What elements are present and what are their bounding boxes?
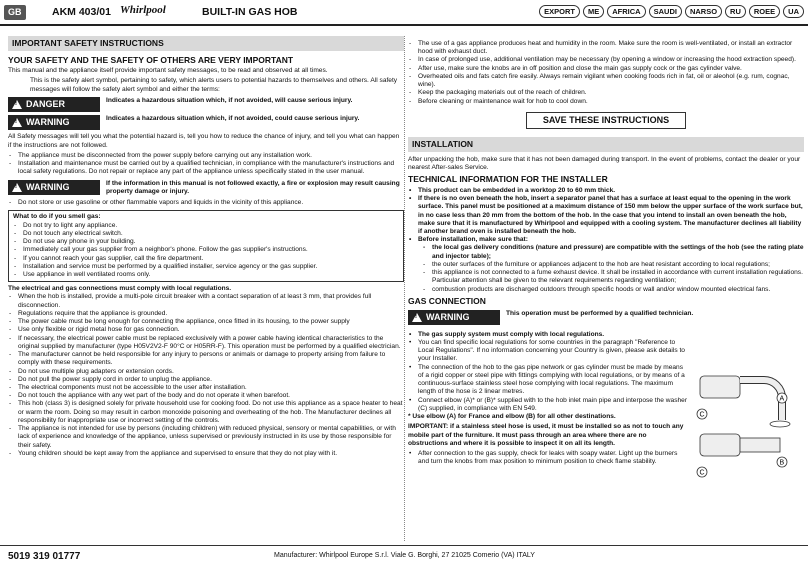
list (8, 152, 404, 177)
list (408, 187, 804, 245)
list-item: - Do not try to light any appliance. (13, 222, 399, 230)
document-code: 5019 319 01777 (8, 551, 81, 562)
list-item: - Do not use any phone in your building. (13, 238, 399, 246)
list-item: • The gas supply system must comply with local regulations. (408, 331, 688, 339)
region-code: NARSO (685, 5, 722, 18)
manufacturer-text: Manufacturer: Whirlpool Europe S.r.l. Viale G. Borghi, 27 21025 Comerio (VA) ITALY (274, 552, 535, 559)
region-codes (539, 5, 804, 18)
elbow-a-inner (740, 380, 782, 420)
list-item: • This product can be embedded in a worktop 20 to 60 mm thick. (408, 187, 804, 195)
region-code: ROEE (749, 5, 780, 18)
elbow-note: * Use elbow (A) for France and elbow (B) for all other destinations. (408, 413, 616, 421)
list (408, 331, 688, 413)
list (8, 199, 404, 207)
gas-smell-box (8, 210, 404, 282)
section-heading: IMPORTANT SAFETY INSTRUCTIONS (8, 36, 404, 51)
diagram-label: C (699, 411, 705, 419)
save-instructions-banner: SAVE THESE INSTRUCTIONS (526, 112, 686, 129)
danger-row (8, 97, 404, 112)
list-item: - the outer surfaces of the furniture or appliances adjacent to the hob are heat resistant according to local regulations; (422, 261, 804, 269)
model-number: AKM 403/01 (52, 6, 111, 18)
list (13, 222, 399, 280)
list-item: - When the hob is installed, provide a multi-pole circuit breaker with a contact separation of at least 3 mm, that provides full disconnection. (8, 293, 404, 309)
elbow-b-shape (740, 438, 780, 452)
list-item: - Do not pull the power supply cord in order to unplug the appliance. (8, 376, 404, 384)
list-item: - combustion products are discharged outdoors through specific hoods or wall and/or window mounted electrical fans. (422, 286, 804, 294)
important-note: IMPORTANT: if a stainless steel hose is used, it must be installed so as not to touch any mobile part of the furniture. It must pass through an area where there are no obstructions and where it is possible to inspect it on all its length. (408, 423, 684, 447)
alert-triangle-icon: ! (12, 100, 22, 109)
list-item: • The connection of the hob to the gas pipe network or gas cylinder must be made by means of a rigid copper or steel pipe with fittings complying with local regulations, or by means of a continuous-surface stainless steel hose complying with local regulations. The maximum length of the hose is 2 linear metres. (408, 364, 688, 397)
list-item: - Do not use multiple plug adapters or extension cords. (8, 368, 404, 376)
list-item: - Keep the packaging materials out of the reach of children. (408, 89, 804, 97)
list-item: • If there is no oven beneath the hob, insert a separator panel that has a surface at least equal to the opening in the work surface. This panel must be positioned at a maximum distance of 150 mm below the upper surface of the work surface but, in no case less than 20 mm from the bottom of the hob. In the case that you intend to install an oven beneath the hob, make sure that it is manufactured by Whirlpool and equipped with a cooling system. The manufacturer declines all liability if another brand oven is installed beneath the hob. (408, 195, 804, 236)
list-item: - Before cleaning or maintenance wait for hob to cool down. (408, 98, 804, 106)
paragraph: After unpacking the hob, make sure that it has not been damaged during transport. In the event of problems, contact the dealer or your nearest After-sales Service. (408, 155, 801, 171)
list-item: • Connect elbow (A)* or (B)* supplied with to the hob inlet main pipe and interpose the washer (C) supplied, in compliance with EN 549. (408, 397, 688, 413)
list-item: • After connection to the gas supply, check for leaks with soapy water. Light up the burners and turn the knobs from max position to minimum position to check flame stability. (408, 450, 688, 466)
pipe-shape (700, 376, 740, 398)
sublist (408, 244, 804, 293)
region-code: ME (583, 5, 604, 18)
warning-text: Indicates a hazardous situation which, if not avoided, could cause serious injury. (106, 115, 360, 123)
list-item: • You can find specific local regulations for some countries in the paragraph "Reference to Local Regulations". If no information concerning your Country is given, please ask details to your Installer. (408, 339, 688, 364)
column-divider (404, 36, 405, 541)
list-item: - In case of prolonged use, additional ventilation may be necessary (by opening a window or increasing the hood extraction speed). (408, 56, 804, 64)
region-code: UA (783, 5, 804, 18)
subheading: GAS CONNECTION (408, 295, 486, 306)
page-footer (0, 545, 808, 562)
safety-symbol-text: This is the safety alert symbol, pertaining to safety, which alerts users to potential hazards to themselves and others. All safety messages will follow the safety alert symbol and either the terms: (30, 77, 398, 93)
list-item: - Immediately call your gas supplier from a neighbor's phone. Follow the gas supplier's instructions. (13, 246, 399, 254)
alert-triangle-icon: ! (12, 183, 22, 192)
warning-row (408, 310, 804, 325)
list-item: - Use appliance in well ventilated rooms only. (13, 271, 399, 279)
list-item: - Overheated oils and fats catch fire easily. Always remain vigilant when cooking foods rich in fat, oil or aleohol (e.g. rum, cognac, wine). (408, 73, 804, 89)
document-title: BUILT-IN GAS HOB (202, 6, 298, 18)
list-item: - The power cable must be long enough for connecting the appliance, once fitted in its housing, to the power supply (8, 318, 404, 326)
list (408, 40, 804, 106)
left-column (8, 36, 404, 458)
warning-badge: ! WARNING (8, 180, 100, 195)
region-code: AFRICA (607, 5, 645, 18)
warning-row (8, 115, 404, 130)
list-item: - Young children should be kept away from the appliance and supervised to ensure that they do not play with it. (8, 450, 404, 458)
warning-badge: ! WARNING (8, 115, 100, 130)
paragraph: All Safety messages will tell you what the potential hazard is, tell you how to reduce the chance of injury, and tell you what can happen if the instructions are not followed. (8, 133, 400, 149)
list (8, 293, 404, 458)
warning-row (8, 180, 404, 196)
page-header (0, 0, 808, 26)
subheading: YOUR SAFETY AND THE SAFETY OF OTHERS ARE VERY IMPORTANT (8, 54, 294, 65)
list-item: - After use, make sure the knobs are in off position and close the main gas supply cock or the gas cylinder valve. (408, 65, 804, 73)
language-badge: GB (4, 5, 26, 20)
list-item: - Do not touch any electrical switch. (13, 230, 399, 238)
region-code: EXPORT (539, 5, 580, 18)
list-item: - The use of a gas appliance produces heat and humidity in the room. Make sure the room is well-ventilated, or install an extractor hood with exhaust duct. (408, 40, 804, 56)
alert-triangle-icon: ! (12, 118, 22, 127)
list-item: - the local gas delivery conditions (nature and pressure) are compatible with the settings of the hob (see the rating plate and injector table); (422, 244, 804, 260)
warning-text: If the information in this manual is not followed exactly, a fire or explosion may result causing property damage or injury. (106, 179, 400, 195)
danger-text: Indicates a hazardous situation which, if not avoided, will cause serious injury. (106, 96, 353, 104)
brand-logo: Whirlpool (120, 4, 166, 16)
list-item: - Installation and service must be performed by a qualified installer, service agency or the gas supplier. (13, 263, 399, 271)
list-item: - Use only flexible or rigid metal hose for gas connection. (8, 326, 404, 334)
list-item: - The appliance must be disconnected from the power supply before carrying out any installation work. (8, 152, 404, 160)
list-item: - The appliance is not intended for use by persons (including children) with reduced physical, sensory or mental capabilities, or with lack of experience and knowledge of the appliance, unless supervised or previously instructed in its use by those responsible for their safety. (8, 425, 404, 450)
subheading: The electrical and gas connections must comply with local regulations. (8, 285, 232, 293)
washer-shape (770, 421, 790, 427)
diagram-label: A (779, 395, 785, 403)
list-item: • Before installation, make sure that: (408, 236, 804, 244)
danger-badge: ! DANGER (8, 97, 100, 112)
section-heading: INSTALLATION (408, 137, 804, 152)
intro-text: This manual and the appliance itself provide important safety messages, to be read and observed at all times. (8, 67, 328, 75)
list-item: - This hob (class 3) is designed solely for private household use for cooking food. Do not use this appliance as a space heater to heat or warm the room. Doing so may result in carbon monoxide poisoning and overheating of the hob. The Manufacturer declines all responsibility for inappropriate use or incorrect setting of the controls. (8, 400, 404, 425)
list-item: - Regulations require that the appliance is grounded. (8, 310, 404, 318)
list-item: - Do not store or use gasoline or other flammable vapors and liquids in the vicinity of this appliance. (8, 199, 404, 207)
pipe-shape (700, 434, 740, 456)
elbow-diagram (692, 368, 802, 488)
list-item: - The electrical components must not be accessible to the user after installation. (8, 384, 404, 392)
region-code: SAUDI (649, 5, 682, 18)
list (408, 450, 688, 466)
diagram-label: C (699, 469, 705, 477)
list-item: - The manufacturer cannot be held responsible for any injury to persons or animals or damage to property arising from failure to comply with these requirements. (8, 351, 404, 367)
list-item: - this appliance is not connected to a fume exhaust device. It shall be installed in accordance with current installation regulations. Particular attention shall be given to the relevant requirements regarding ventilation; (422, 269, 804, 285)
subheading: TECHNICAL INFORMATION FOR THE INSTALLER (408, 174, 608, 185)
warning-text: This operation must be performed by a qualified technician. (506, 309, 694, 317)
box-title: What to do if you smell gas: (13, 213, 101, 221)
list-item: - If necessary, the electrical power cable must be replaced exclusively with a power cable having identical characteristics to the original supplied by manufacturer (type H05V2V2-F 90°C or H05RR-F). This operation must be performed by a qualified electrician. (8, 335, 404, 351)
region-code: RU (725, 5, 746, 18)
diagram-label: B (779, 459, 785, 467)
alert-triangle-icon: ! (412, 313, 422, 322)
list-item: - Do not touch the appliance with any wet part of the body and do not operate it when barefoot. (8, 392, 404, 400)
warning-badge: ! WARNING (408, 310, 500, 325)
list-item: - Installation and maintenance must be carried out by a qualified technician, in compliance with the manufacturer's instructions and local safety regulations. Do not repair or replace any part of the appliance unless specifically stated in the user manual. (8, 160, 404, 176)
list-item: - If you cannot reach your gas supplier, call the fire department. (13, 255, 399, 263)
